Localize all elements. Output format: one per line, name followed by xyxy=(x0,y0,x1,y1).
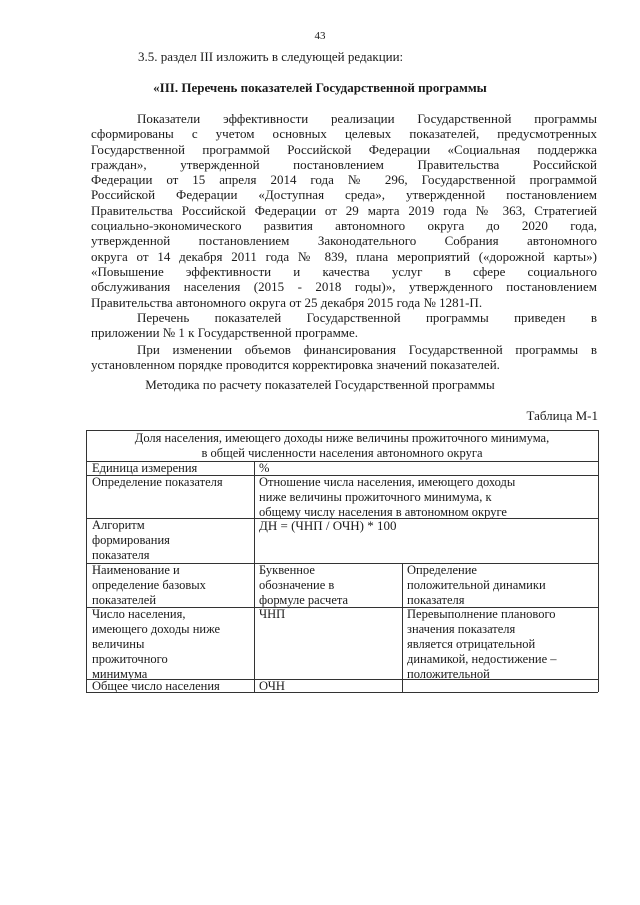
definition-line: Отношение числа населения, имеющего доходы xyxy=(259,475,516,489)
algorithm-label xyxy=(92,518,170,563)
formula: ДН = (ЧНП / ОЧН) * 100 xyxy=(259,518,397,533)
header-line: определение базовых xyxy=(92,578,206,592)
methodology-title: Методика по расчету показателей Государственной программы xyxy=(145,377,495,392)
paragraph-line: Правительства автономного округа от 25 декабря 2015 года № 1281-П. xyxy=(91,294,483,310)
table-title-line: в общей численности населения автономного округа xyxy=(201,446,483,460)
section-title: «III. Перечень показателей Государственной программы xyxy=(153,80,487,95)
header-line: Буквенное xyxy=(259,563,315,577)
row1-indicator xyxy=(92,607,220,682)
paragraph-line: «Повышение эффективности и качества услуг в сфере социального xyxy=(91,263,597,279)
header-line: показателей xyxy=(92,593,157,607)
row1-line: динамикой, недостижение – xyxy=(407,652,557,666)
header-line: Определение xyxy=(407,563,477,577)
header-line: положительной динамики xyxy=(407,578,546,592)
header-line: обозначение в xyxy=(259,578,335,592)
definition-line: общему числу населения в автономном округе xyxy=(259,505,507,519)
header-line: формуле расчета xyxy=(259,593,349,607)
row1-line: является отрицательной xyxy=(407,637,536,651)
table-left-border xyxy=(86,430,87,692)
table-right-border xyxy=(598,430,599,692)
header-positive-dynamics xyxy=(407,563,546,608)
paragraph-line: установленном порядке проводится корректировка значений показателей. xyxy=(91,357,500,373)
row1-line: прожиточного xyxy=(92,652,168,666)
row1-line: Перевыполнение планового xyxy=(407,607,556,621)
paragraph-line: Государственной программой Российской Федерации «Социальная поддержка xyxy=(91,141,597,157)
table-column-line xyxy=(402,563,403,692)
row1-line: величины xyxy=(92,637,145,651)
paragraph-line: обслуживания населения (2015 - 2018 годы)», утвержденного постановлением xyxy=(91,279,597,295)
table-bottom-border xyxy=(86,692,598,693)
definition-text xyxy=(259,475,515,520)
header-line: показателя xyxy=(407,593,465,607)
table-label: Таблица М-1 xyxy=(526,408,598,423)
paragraph-line: округа от 14 декабря 2011 года № 839, плана мероприятий («дорожной карты») xyxy=(91,248,597,264)
table-title xyxy=(90,431,594,461)
page-number: 43 xyxy=(314,30,326,42)
row1-line: минимума xyxy=(92,667,148,681)
row1-line: имеющего доходы ниже xyxy=(92,622,221,636)
paragraph-line: Федерации от 15 апреля 2014 года № 296, Государственной программой xyxy=(91,172,597,188)
paragraph-line: приложении № 1 к Государственной программе. xyxy=(91,325,359,341)
paragraph-appendix xyxy=(91,310,597,341)
paragraph-line: социально-экономического развития автономного округа до 2020 года, xyxy=(91,218,597,234)
paragraph-line: граждан», утвержденной постановлением Правительства Российской xyxy=(91,156,597,172)
intro-line: 3.5. раздел III изложить в следующей редакции: xyxy=(138,49,404,64)
header-line: Наименование и xyxy=(92,563,180,577)
paragraph-line: Показатели эффективности реализации Государственной программы xyxy=(137,111,597,126)
row2-indicator: Общее число населения xyxy=(92,679,220,693)
paragraph-line: сформированы с учетом основных целевых показателей, предусмотренных xyxy=(91,126,597,142)
definition-label: Определение показателя xyxy=(92,475,223,489)
row1-line: Число населения, xyxy=(92,607,186,621)
row1-notation: ЧНП xyxy=(259,607,286,621)
header-base-indicators xyxy=(92,563,206,608)
table-column-line xyxy=(254,461,255,692)
paragraph-line: При изменении объемов финансирования Государственной программы в xyxy=(137,342,597,357)
row1-line: значения показателя xyxy=(407,622,516,636)
paragraph-line: Российской Федерации «Доступная среда», утвержденной постановлением xyxy=(91,187,597,203)
paragraph-adjustment xyxy=(91,342,597,373)
header-letter-notation xyxy=(259,563,348,608)
paragraph-line: Перечень показателей Государственной программы приведен в xyxy=(137,310,597,325)
row1-dynamics xyxy=(407,607,557,682)
algorithm-label-line: формирования xyxy=(92,533,170,547)
algorithm-label-line: показателя xyxy=(92,548,150,562)
paragraph-line: Правительства Российской Федерации от 29 марта 2019 года № 363, Стратегией xyxy=(91,202,597,218)
row2-notation: ОЧН xyxy=(259,679,285,693)
unit-value: % xyxy=(259,461,270,475)
paragraph-indicators xyxy=(91,111,597,310)
definition-line: ниже величины прожиточного минимума, к xyxy=(259,490,492,504)
table-title-line: Доля населения, имеющего доходы ниже величины прожиточного минимума, xyxy=(134,431,550,445)
row1-line: положительной xyxy=(407,667,490,681)
paragraph-line: утвержденной постановлением Законодательного Собрания автономного xyxy=(91,233,597,249)
algorithm-label-line: Алгоритм xyxy=(92,518,145,532)
unit-label: Единица измерения xyxy=(92,461,198,475)
